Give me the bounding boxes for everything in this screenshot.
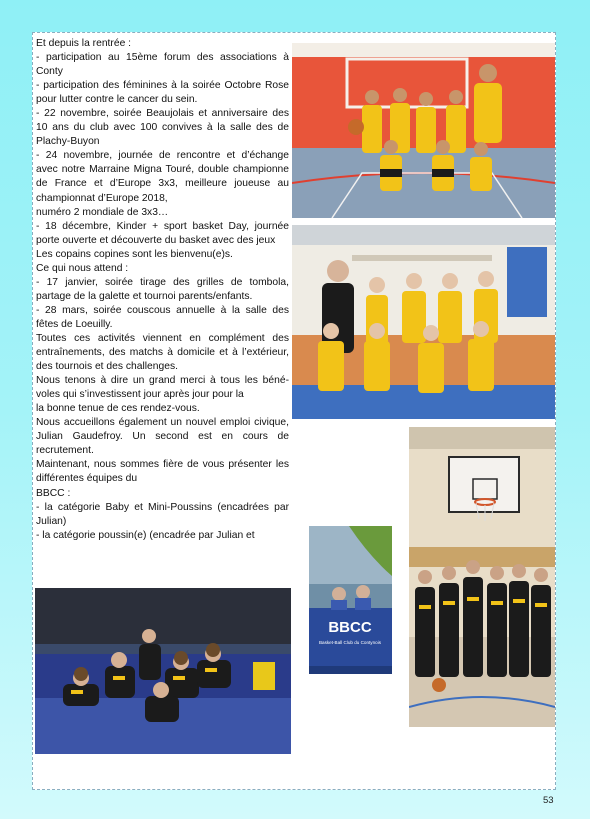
text-line: BBCC : xyxy=(36,487,71,499)
text-line: Ce qui nous attend : xyxy=(36,262,129,274)
article-text xyxy=(36,37,289,543)
text-line: - participation au 15ème forum des associations à Conty xyxy=(36,52,289,78)
text-line: - 28 mars, soirée couscous annuelle à la salle des fêtes de Loeuilly. xyxy=(36,304,289,330)
banner-text: BBCC xyxy=(328,619,372,636)
text-line: numéro 2 mondiale de 3x3… xyxy=(36,206,169,218)
text-line: - la catégorie Baby et Mini-Poussins (encadrées par Julian) xyxy=(36,501,289,527)
text-line: - 18 décembre, Kinder + sport basket Day, journée porte ouverte et découverte du basket avec des jeux xyxy=(36,220,289,246)
text-line: Nous tenons à dire un grand merci à tous les béné-voles qui s’investissent jour après jour pour la xyxy=(36,375,289,401)
text-line: - la catégorie poussin(e) (encadrée par Julian et xyxy=(36,529,255,541)
text-line: Les copains copines sont les bienvenu(e)s. xyxy=(36,248,233,260)
text-line: - participation des féminines à la soirée Octobre Rose pour lutter contre le cancer du sein. xyxy=(36,80,289,106)
text-line: Toutes ces activités viennent en complément des entraînements, des matchs à domicile et à l’extérieur, des tournois et des challenges. xyxy=(36,332,289,373)
text-line: - 24 novembre, journée de rencontre et d’échange avec notre Marraine Migna Touré, double championne de France et d’Europe 3x3, meilleure joueuse au championnat d’Europe 2018, xyxy=(36,150,289,204)
banner-subtext: Basket-Ball Club du Contynois xyxy=(318,640,382,645)
text-line: la bonne tenue de ces rendez-vous. xyxy=(36,403,200,415)
text-line: Maintenant, nous sommes fière de vous présenter les différentes équipes du xyxy=(36,459,289,485)
text-line: Nous accueillons également un nouvel emploi civique, Julian Gaudefroy. Un second est en cours de recrutement. xyxy=(36,417,289,457)
team-photo-red-wall xyxy=(292,43,555,218)
team-photo-gym xyxy=(292,225,555,419)
team-photo-floor xyxy=(35,588,291,754)
text-line: Et depuis la rentrée : xyxy=(36,38,132,49)
page-number: 53 xyxy=(543,795,554,806)
banner-photo xyxy=(309,526,392,674)
text-line: - 17 janvier, soirée tirage des grilles de tombola, partage de la galette et tournoi parents/enfants. xyxy=(36,276,289,302)
team-photo-hoop xyxy=(409,427,555,727)
text-line: - 22 novembre, soirée Beaujolais et anniversaire des 10 ans du club avec 100 convives à la salle des de Plachy-Buyon xyxy=(36,108,289,148)
